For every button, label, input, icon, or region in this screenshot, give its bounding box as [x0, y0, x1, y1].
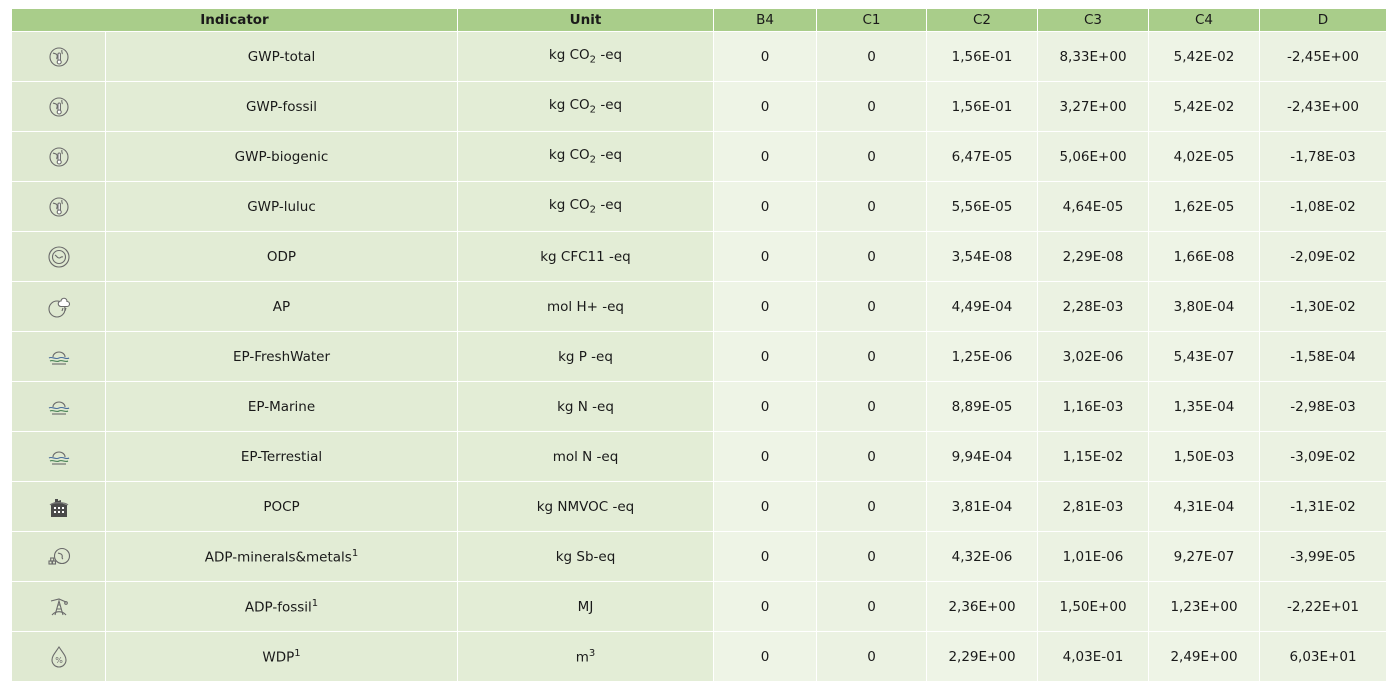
indicator-name: ODP [266, 248, 297, 265]
unit-text: kg CO [548, 97, 590, 114]
value-cell-d: -1,78E-03 [1260, 131, 1386, 181]
value-cell-c4: 5,42E-02 [1149, 31, 1260, 81]
value-cell-c2: 2,29E+00 [927, 631, 1038, 681]
unit-cell [458, 181, 714, 231]
indicator-icon-cell [12, 381, 106, 431]
unit-subscript: 2 [589, 54, 597, 66]
value-cell-c2: 3,81E-04 [927, 481, 1038, 531]
water-drop-percent-icon [47, 645, 71, 669]
indicator-cell [106, 481, 458, 531]
header-module-c3: C3 [1038, 9, 1149, 31]
value-cell-c4: 9,27E-07 [1149, 531, 1260, 581]
unit-text: kg NMVOC -eq [536, 498, 635, 515]
unit-text: kg N -eq [557, 398, 614, 415]
value-cell-b4: 0 [714, 431, 817, 481]
unit-subscript: 2 [589, 204, 597, 216]
value-cell-c3: 4,03E-01 [1038, 631, 1149, 681]
value-cell-b4: 0 [714, 531, 817, 581]
indicator-name: POCP [263, 498, 300, 515]
value-cell-c1: 0 [817, 631, 927, 681]
value-cell-c4: 1,35E-04 [1149, 381, 1260, 431]
unit-cell [458, 381, 714, 431]
minerals-globe-icon [47, 545, 71, 569]
value-cell-c1: 0 [817, 231, 927, 281]
footnote-marker: 1 [311, 597, 319, 609]
value-cell-c1: 0 [817, 481, 927, 531]
smog-factory-icon [47, 495, 71, 519]
indicator-cell [106, 181, 458, 231]
value-cell-c4: 1,23E+00 [1149, 581, 1260, 631]
value-cell-c3: 1,15E-02 [1038, 431, 1149, 481]
value-cell-d: -2,22E+01 [1260, 581, 1386, 631]
indicator-name: GWP-luluc [247, 198, 316, 215]
globe-thermometer-icon [47, 45, 71, 69]
value-cell-c2: 1,25E-06 [927, 331, 1038, 381]
acid-rain-globe-icon [47, 295, 71, 319]
value-cell-d: -2,43E+00 [1260, 81, 1386, 131]
value-cell-c4: 1,50E-03 [1149, 431, 1260, 481]
indicator-cell [106, 81, 458, 131]
indicator-icon-cell [12, 181, 106, 231]
footnote-marker: 1 [351, 547, 359, 559]
oil-pump-globe-icon [47, 595, 71, 619]
value-cell-c1: 0 [817, 531, 927, 581]
table-row [12, 531, 1386, 581]
table-header-row [12, 9, 1386, 31]
value-cell-b4: 0 [714, 381, 817, 431]
table-row [12, 431, 1386, 481]
header-module-b4: B4 [714, 9, 817, 31]
unit-suffix: -eq [596, 197, 623, 214]
unit-text: MJ [577, 598, 594, 615]
eutrophication-icon [47, 395, 71, 419]
unit-superscript: 3 [588, 647, 596, 659]
value-cell-c3: 5,06E+00 [1038, 131, 1149, 181]
value-cell-d: -1,58E-04 [1260, 331, 1386, 381]
unit-suffix: -eq [596, 97, 623, 114]
value-cell-c1: 0 [817, 581, 927, 631]
unit-cell [458, 481, 714, 531]
value-cell-d: -2,45E+00 [1260, 31, 1386, 81]
value-cell-b4: 0 [714, 581, 817, 631]
value-cell-c2: 3,54E-08 [927, 231, 1038, 281]
value-cell-c1: 0 [817, 381, 927, 431]
indicator-icon-cell [12, 231, 106, 281]
indicator-icon-cell [12, 531, 106, 581]
table-row [12, 81, 1386, 131]
value-cell-c3: 4,64E-05 [1038, 181, 1149, 231]
indicator-name: EP-FreshWater [232, 348, 331, 365]
unit-cell [458, 131, 714, 181]
table-row [12, 281, 1386, 331]
indicator-icon-cell [12, 581, 106, 631]
header-module-d: D [1260, 9, 1386, 31]
value-cell-c4: 1,62E-05 [1149, 181, 1260, 231]
value-cell-c3: 1,50E+00 [1038, 581, 1149, 631]
unit-text: m [575, 649, 589, 666]
value-cell-c1: 0 [817, 131, 927, 181]
unit-cell [458, 631, 714, 681]
table-row [12, 381, 1386, 431]
value-cell-c4: 4,31E-04 [1149, 481, 1260, 531]
value-cell-c3: 2,29E-08 [1038, 231, 1149, 281]
unit-text: mol N -eq [552, 448, 619, 465]
value-cell-c3: 1,16E-03 [1038, 381, 1149, 431]
value-cell-b4: 0 [714, 481, 817, 531]
indicator-icon-cell [12, 431, 106, 481]
globe-thermometer-icon [47, 195, 71, 219]
unit-cell [458, 281, 714, 331]
unit-cell [458, 581, 714, 631]
value-cell-c2: 8,89E-05 [927, 381, 1038, 431]
value-cell-c1: 0 [817, 31, 927, 81]
value-cell-c1: 0 [817, 81, 927, 131]
value-cell-d: -1,31E-02 [1260, 481, 1386, 531]
value-cell-c3: 1,01E-06 [1038, 531, 1149, 581]
unit-cell [458, 331, 714, 381]
value-cell-d: -3,99E-05 [1260, 531, 1386, 581]
table-row [12, 231, 1386, 281]
unit-suffix: -eq [596, 147, 623, 164]
unit-suffix: -eq [596, 47, 623, 64]
globe-thermometer-icon [47, 145, 71, 169]
indicator-name: GWP-fossil [245, 98, 318, 115]
value-cell-b4: 0 [714, 31, 817, 81]
eutrophication-icon [47, 445, 71, 469]
indicator-name: GWP-biogenic [234, 148, 329, 165]
indicator-name: ADP-fossil [244, 599, 312, 616]
value-cell-b4: 0 [714, 331, 817, 381]
header-indicator: Indicator [12, 9, 458, 31]
table-row [12, 331, 1386, 381]
globe-thermometer-icon [47, 95, 71, 119]
value-cell-c4: 5,43E-07 [1149, 331, 1260, 381]
indicator-name: WDP [262, 649, 295, 666]
indicator-icon-cell [12, 31, 106, 81]
table-row [12, 131, 1386, 181]
indicator-name: EP-Terrestial [240, 448, 323, 465]
value-cell-d: 6,03E+01 [1260, 631, 1386, 681]
indicator-cell [106, 581, 458, 631]
table-row [12, 181, 1386, 231]
indicator-icon-cell [12, 281, 106, 331]
unit-cell [458, 81, 714, 131]
value-cell-c4: 4,02E-05 [1149, 131, 1260, 181]
unit-text: kg CO [548, 47, 590, 64]
indicator-cell [106, 131, 458, 181]
unit-cell [458, 231, 714, 281]
unit-cell [458, 31, 714, 81]
indicator-cell [106, 631, 458, 681]
table-row [12, 481, 1386, 531]
indicator-icon-cell [12, 631, 106, 681]
indicator-name: GWP-total [247, 48, 316, 65]
value-cell-c2: 4,49E-04 [927, 281, 1038, 331]
indicator-icon-cell [12, 331, 106, 381]
header-module-c1: C1 [817, 9, 927, 31]
value-cell-b4: 0 [714, 631, 817, 681]
lca-results-table [12, 9, 1386, 681]
footnote-marker: 1 [294, 647, 301, 659]
indicator-icon-cell [12, 81, 106, 131]
value-cell-c1: 0 [817, 281, 927, 331]
table-row [12, 631, 1386, 681]
table-row [12, 581, 1386, 631]
table-body [12, 31, 1386, 681]
unit-text: kg Sb-eq [555, 548, 616, 565]
unit-text: kg CO [548, 197, 590, 214]
value-cell-c1: 0 [817, 431, 927, 481]
indicator-icon-cell [12, 131, 106, 181]
value-cell-c3: 2,28E-03 [1038, 281, 1149, 331]
unit-subscript: 2 [589, 104, 597, 116]
unit-text: kg CO [548, 147, 590, 164]
indicator-cell [106, 281, 458, 331]
table-row [12, 31, 1386, 81]
value-cell-d: -1,30E-02 [1260, 281, 1386, 331]
svg-text:%: % [54, 655, 63, 665]
unit-text: kg CFC11 -eq [540, 248, 631, 265]
value-cell-c4: 3,80E-04 [1149, 281, 1260, 331]
indicator-name: ADP-minerals&metals [204, 549, 352, 566]
lca-results-table-wrapper [12, 9, 1390, 681]
value-cell-d: -3,09E-02 [1260, 431, 1386, 481]
value-cell-b4: 0 [714, 181, 817, 231]
value-cell-b4: 0 [714, 281, 817, 331]
value-cell-c2: 2,36E+00 [927, 581, 1038, 631]
value-cell-c3: 8,33E+00 [1038, 31, 1149, 81]
value-cell-c2: 1,56E-01 [927, 81, 1038, 131]
value-cell-c2: 1,56E-01 [927, 31, 1038, 81]
value-cell-c4: 2,49E+00 [1149, 631, 1260, 681]
eutrophication-icon [47, 345, 71, 369]
value-cell-d: -2,98E-03 [1260, 381, 1386, 431]
unit-cell [458, 531, 714, 581]
indicator-cell [106, 431, 458, 481]
unit-cell [458, 431, 714, 481]
value-cell-d: -2,09E-02 [1260, 231, 1386, 281]
value-cell-b4: 0 [714, 231, 817, 281]
value-cell-c2: 9,94E-04 [927, 431, 1038, 481]
indicator-cell [106, 31, 458, 81]
unit-text: kg P -eq [558, 348, 613, 365]
value-cell-c1: 0 [817, 331, 927, 381]
value-cell-c3: 2,81E-03 [1038, 481, 1149, 531]
value-cell-b4: 0 [714, 81, 817, 131]
indicator-cell [106, 331, 458, 381]
header-module-c2: C2 [927, 9, 1038, 31]
value-cell-c2: 4,32E-06 [927, 531, 1038, 581]
indicator-cell [106, 231, 458, 281]
value-cell-c2: 5,56E-05 [927, 181, 1038, 231]
value-cell-c3: 3,02E-06 [1038, 331, 1149, 381]
value-cell-c1: 0 [817, 181, 927, 231]
header-module-c4: C4 [1149, 9, 1260, 31]
value-cell-c4: 5,42E-02 [1149, 81, 1260, 131]
value-cell-c2: 6,47E-05 [927, 131, 1038, 181]
indicator-cell [106, 381, 458, 431]
unit-text: mol H+ -eq [547, 298, 624, 315]
unit-subscript: 2 [589, 154, 597, 166]
indicator-name: AP [272, 298, 291, 315]
value-cell-b4: 0 [714, 131, 817, 181]
value-cell-c3: 3,27E+00 [1038, 81, 1149, 131]
indicator-icon-cell [12, 481, 106, 531]
ozone-globe-icon [47, 245, 71, 269]
indicator-cell [106, 531, 458, 581]
value-cell-d: -1,08E-02 [1260, 181, 1386, 231]
header-unit: Unit [458, 9, 714, 31]
indicator-name: EP-Marine [247, 398, 316, 415]
value-cell-c4: 1,66E-08 [1149, 231, 1260, 281]
